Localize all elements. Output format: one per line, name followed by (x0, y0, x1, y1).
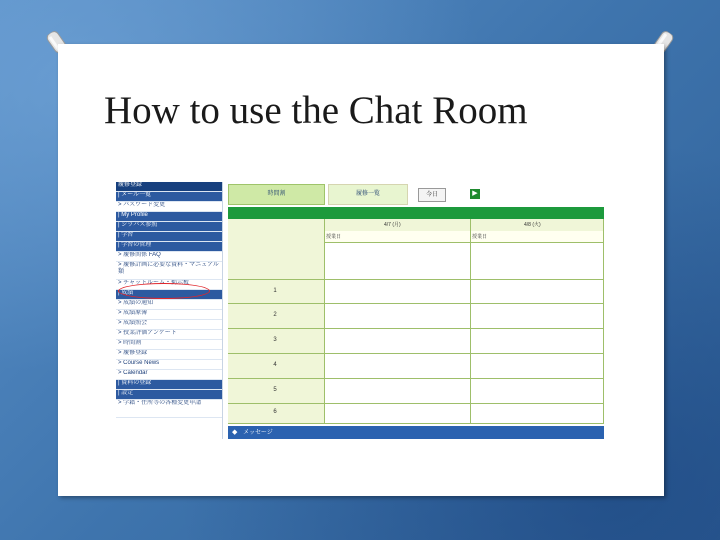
grid-line (603, 219, 604, 424)
sidebar-item[interactable]: > Course News (116, 360, 222, 370)
grid-line (324, 219, 325, 424)
tab-course-list[interactable]: 履修一覧 (328, 184, 408, 205)
sidebar-item[interactable]: > Calendar (116, 370, 222, 380)
tab-bar (228, 182, 604, 206)
grid-line (470, 219, 471, 424)
sidebar-item[interactable]: | シラバス参照 (116, 222, 222, 232)
period-number: 4 (273, 362, 277, 368)
period-number: 6 (273, 409, 277, 415)
sidebar-item[interactable]: > 成績の通知 (116, 300, 222, 310)
slide-title: How to use the Chat Room (104, 89, 528, 132)
sidebar-item[interactable]: | 設定 (116, 390, 222, 400)
class-day-label: 授業日 (326, 234, 342, 240)
grid-line (228, 303, 604, 304)
sidebar-item[interactable]: > 履修関係 FAQ (116, 252, 222, 262)
grid-line (228, 279, 604, 280)
sidebar-item[interactable]: 履修登録 (116, 182, 222, 192)
sidebar-item[interactable]: > 学籍・住所等の各種変更申請 (116, 400, 222, 418)
period-number: 1 (273, 288, 277, 294)
grid-line (228, 423, 604, 424)
day-header: 4/8 (火) (524, 222, 541, 228)
calendar-header-bar (228, 207, 604, 219)
class-day-row (324, 231, 604, 243)
sidebar-item[interactable]: > 授業評価アンケート (116, 330, 222, 340)
next-arrow-icon[interactable]: ▶ (470, 189, 480, 199)
sidebar-item[interactable]: | 学習 (116, 232, 222, 242)
sidebar (116, 182, 223, 439)
class-day-label: 授業日 (472, 234, 488, 240)
sidebar-item[interactable]: > チャットルーム・掲示板 (116, 280, 222, 290)
timetable-grid (228, 219, 604, 424)
sidebar-item[interactable]: | 資料の登録 (116, 380, 222, 390)
period-column (228, 219, 324, 424)
message-bar[interactable] (228, 426, 604, 439)
sidebar-item[interactable]: > 成績原簿 (116, 310, 222, 320)
sidebar-item[interactable]: | 学習の管理 (116, 242, 222, 252)
period-number: 3 (273, 337, 277, 343)
period-number: 5 (273, 387, 277, 393)
grid-line (228, 403, 604, 404)
sidebar-item[interactable]: | My Profile (116, 212, 222, 222)
highlight-oval (118, 283, 210, 299)
embedded-screenshot (116, 182, 604, 439)
period-number: 2 (273, 312, 277, 318)
diamond-icon: ◆ (232, 429, 238, 436)
today-button[interactable]: 今日 (418, 188, 446, 202)
message-bar-label: メッセージ (243, 430, 273, 436)
sidebar-item[interactable]: | メール一覧 (116, 192, 222, 202)
grid-line (228, 328, 604, 329)
sidebar-item[interactable]: > パスワード変更 (116, 202, 222, 212)
sidebar-item[interactable]: > 時間割 (116, 340, 222, 350)
grid-line (228, 353, 604, 354)
sidebar-item[interactable]: > 成績照会 (116, 320, 222, 330)
grid-line (228, 378, 604, 379)
sidebar-item[interactable]: | 成績 (116, 290, 222, 300)
day-header: 4/7 (月) (384, 222, 401, 228)
sidebar-item[interactable]: > 履修計画に必要な資料・マニュアル類 (116, 262, 222, 280)
sidebar-item[interactable]: > 履修登録 (116, 350, 222, 360)
tab-timetable[interactable]: 時間割 (228, 184, 325, 205)
